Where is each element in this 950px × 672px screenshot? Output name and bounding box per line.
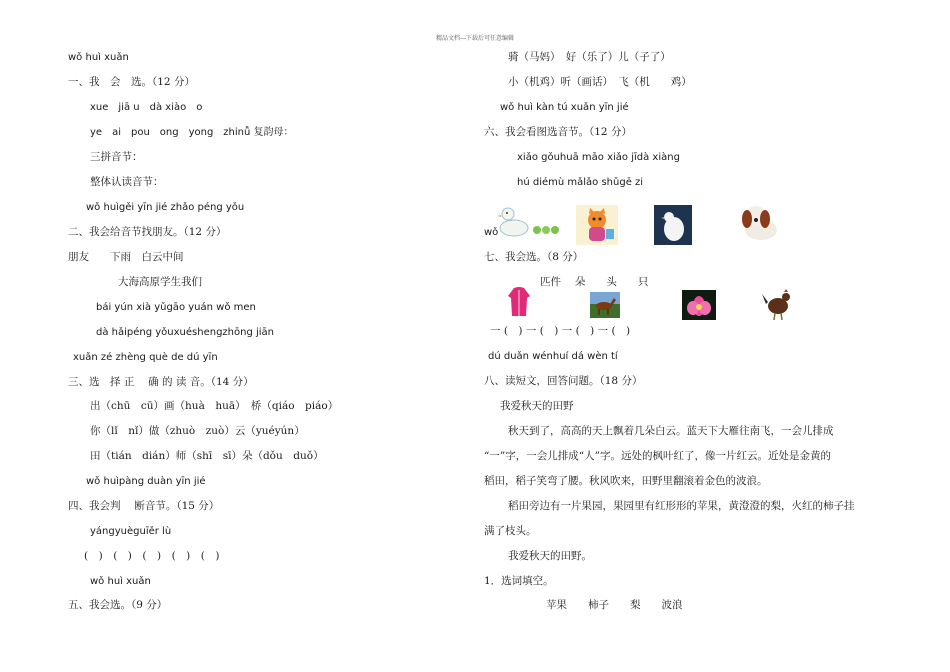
left-text-line: 四、我会判 断音节。（15 分） bbox=[68, 500, 220, 512]
left-text-line: ( ) ( ) ( ) ( ) ( ) bbox=[84, 550, 220, 562]
right-text-line: 我爱秋天的田野 bbox=[500, 400, 574, 412]
left-text-line: 整体认读音节： bbox=[90, 176, 164, 188]
left-text-line: ye ai pou ong yong zhinǚ 复韵母： bbox=[90, 127, 294, 138]
right-text-line: 秋天到了，高高的天上飘着几朵白云。蓝天下大雁往南飞，一会儿排成 bbox=[508, 425, 834, 437]
left-text-line: wǒ huì xuǎn bbox=[68, 52, 129, 63]
left-text-line: wǒ huì xuǎn bbox=[90, 576, 151, 587]
page-header: 精品文档---下载后可任意编辑 bbox=[435, 35, 515, 42]
left-text-line: 五、我会选。（9 分） bbox=[68, 599, 168, 611]
right-text-line: 苹果 柿子 梨 波浪 bbox=[546, 599, 683, 611]
right-text-line: wǒ huì kàn tú xuǎn yīn jié bbox=[500, 102, 629, 113]
right-text-line: wǒ bbox=[484, 227, 499, 238]
left-text-line: yángyuèguīěr lù bbox=[90, 526, 172, 537]
horse-image bbox=[590, 292, 620, 318]
right-text-line: 稻田旁边有一片果园，果园里有红形形的苹果，黄澄澄的梨，火红的柿子挂 bbox=[508, 500, 855, 512]
right-text-line: 匹件 朵 头 只 bbox=[540, 276, 649, 288]
right-text-line: 一 ( ) 一 ( ) 一 ( ) 一 ( ) bbox=[490, 325, 631, 337]
left-text-line: wǒ huìpàng duàn yīn jié bbox=[86, 476, 206, 487]
duck-toy-image bbox=[496, 203, 532, 239]
left-text-line: 三、选 择 正 确 的 读 音。（14 分） bbox=[68, 376, 254, 388]
cartoon-cat-image bbox=[576, 205, 618, 245]
left-text-line: dà hǎipéng yǒuxuéshengzhōng jiān bbox=[96, 327, 275, 338]
left-text-line: wǒ huìgěi yīn jié zhǎo péng yǒu bbox=[86, 202, 245, 213]
lotus-flower-image bbox=[682, 290, 716, 320]
rooster-image bbox=[760, 286, 796, 322]
left-text-line: 二、我会给音节找朋友。（12 分） bbox=[68, 226, 227, 238]
right-text-line: dú duǎn wénhuí dá wèn tí bbox=[488, 351, 618, 362]
left-text-line: 朋友 下雨 白云中间 bbox=[68, 251, 184, 263]
white-dove-image bbox=[654, 205, 692, 245]
right-text-line: 满了枝头。 bbox=[484, 525, 537, 537]
right-text-line: 1．选词填空。 bbox=[484, 575, 554, 587]
right-text-line: 小（机鸡）听（画话） 飞（机 鸡） bbox=[508, 76, 692, 88]
red-coat-image bbox=[506, 286, 532, 318]
right-text-line: xiǎo gǒuhuā māo xiǎo jīdà xiàng bbox=[517, 152, 680, 163]
left-text-line: bái yún xià yǔgāo yuán wǒ men bbox=[96, 302, 256, 313]
right-text-line: 六、我会看图选音节。（12 分） bbox=[484, 126, 632, 138]
right-text-line: 骑（马妈） 好（乐了）儿（子了） bbox=[508, 51, 671, 63]
left-text-line: 田（tián dián）师（shī sī）朵（dǒu duǒ） bbox=[90, 450, 324, 462]
left-text-line: 三拼音节： bbox=[90, 151, 143, 163]
puppy-image bbox=[736, 200, 786, 246]
right-text-line: 七、我会选。（8 分） bbox=[484, 251, 584, 263]
left-text-line: 大海高原学生我们 bbox=[118, 276, 202, 288]
left-text-line: 一、我 会 选。（12 分） bbox=[68, 76, 195, 88]
right-text-line: 八、读短文，回答问题。（18 分） bbox=[484, 375, 643, 387]
left-text-line: xue jiā u dà xiào o bbox=[90, 102, 203, 113]
frog-flowers-image bbox=[532, 222, 560, 236]
right-text-line: hú diémù mǎlǎo shǔgē zi bbox=[517, 177, 644, 188]
left-text-line: xuǎn zé zhèng què de dú yīn bbox=[73, 352, 218, 363]
right-text-line: “一”字，一会儿排成“人”字。远处的枫叶红了，像一片红云。近处是金黄的 bbox=[484, 450, 831, 462]
left-text-line: 你（lǐ nǐ）做（zhuò zuò）云（yuéyún） bbox=[90, 425, 305, 437]
left-text-line: 出（chū cū）画（huà huā） 桥（qiáo piáo） bbox=[90, 400, 339, 412]
right-text-line: 稻田，稻子笑弯了腰。秋风吹来，田野里翻滚着金色的波浪。 bbox=[484, 475, 768, 487]
right-text-line: 我爱秋天的田野。 bbox=[508, 550, 592, 562]
